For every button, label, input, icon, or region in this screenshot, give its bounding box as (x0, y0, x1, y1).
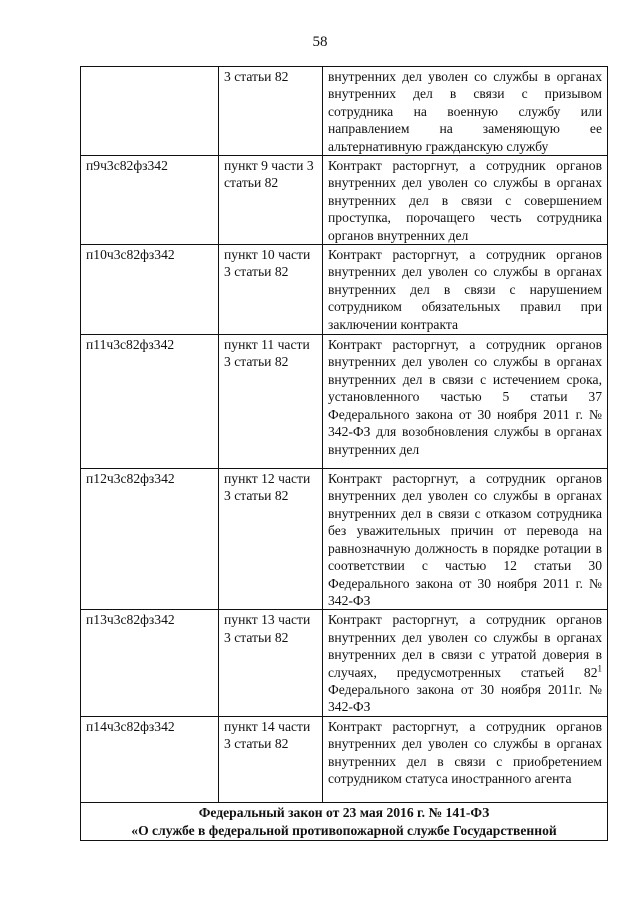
table-row (81, 335, 608, 469)
section-heading-row (81, 802, 608, 840)
row-legal-reference: пункт 12 части 3 статьи 82 (219, 469, 323, 610)
row-legal-reference: 3 статьи 82 (219, 67, 323, 156)
row-code: п14ч3с82фз342 (81, 716, 219, 802)
table-row (81, 716, 608, 802)
row-code: п13ч3с82фз342 (81, 610, 219, 716)
table-row (81, 610, 608, 716)
page-number: 58 (312, 34, 328, 50)
row-code: п11ч3с82фз342 (81, 335, 219, 469)
dismissal-codes-table (80, 66, 608, 841)
row-description: Контракт расторгнут, а сотрудник органов внутренних дел уволен со службы в органах внутренних дел в связи с совершением проступка, порочащего честь сотрудника органов внутренних дел (323, 156, 608, 245)
description-text-continued: Федерального закона от 30 ноября 2011г. № 342-ФЗ (328, 681, 602, 715)
table-row (81, 156, 608, 245)
row-legal-reference: пункт 10 части 3 статьи 82 (219, 245, 323, 335)
row-description: Контракт расторгнут, а сотрудник органов внутренних дел уволен со службы в органах внутренних дел в связи с нарушением сотрудником обязательных правил при заключении контракта (323, 245, 608, 335)
row-code: п12ч3с82фз342 (81, 469, 219, 610)
row-code: п9ч3с82фз342 (81, 156, 219, 245)
row-legal-reference: пункт 13 части 3 статьи 82 (219, 610, 323, 716)
row-description (323, 610, 608, 716)
row-description: Контракт расторгнут, а сотрудник органов внутренних дел уволен со службы в органах внутренних дел в связи с приобретением сотрудником статуса иностранного агента (323, 716, 608, 802)
row-legal-reference: пункт 14 части 3 статьи 82 (219, 716, 323, 802)
row-description: внутренних дел уволен со службы в органах внутренних дел в связи с призывом сотрудника на военную службу или направлением на заменяющую ее альтернативную гражданскую службу (323, 67, 608, 156)
row-code: п10ч3с82фз342 (81, 245, 219, 335)
row-code (81, 67, 219, 156)
row-legal-reference: пункт 11 части 3 статьи 82 (219, 335, 323, 469)
article-superscript: 1 (597, 663, 602, 673)
table-row (81, 245, 608, 335)
section-heading-line-2: «О службе в федеральной противопожарной службе Государственной (131, 822, 557, 838)
section-heading (81, 802, 608, 840)
row-description: Контракт расторгнут, а сотрудник органов внутренних дел уволен со службы в органах внутренних дел в связи с истечением срока, установленного частью 5 статьи 37 Федерального закона от 30 ноября 2011 г. № 342-ФЗ для возобновления службы в органах внутренних дел (323, 335, 608, 469)
row-legal-reference: пункт 9 части 3 статьи 82 (219, 156, 323, 245)
section-heading-line-1: Федеральный закон от 23 мая 2016 г. № 141-ФЗ (198, 804, 490, 820)
table-row (81, 469, 608, 610)
table-row (81, 67, 608, 156)
description-text: Контракт расторгнут, а сотрудник органов внутренних дел уволен со службы в органах внутренних дел в связи с утратой доверия в случаях, предусмотренных статьей 82 (328, 612, 602, 680)
row-description: Контракт расторгнут, а сотрудник органов внутренних дел уволен со службы в органах внутренних дел в связи с отказом сотрудника без уважительных причин от перевода на равнозначную должность в порядке ротации в соответствии с частью 12 статьи 30 Федерального закона от 30 ноября 2011 г. № 342-ФЗ (323, 469, 608, 610)
